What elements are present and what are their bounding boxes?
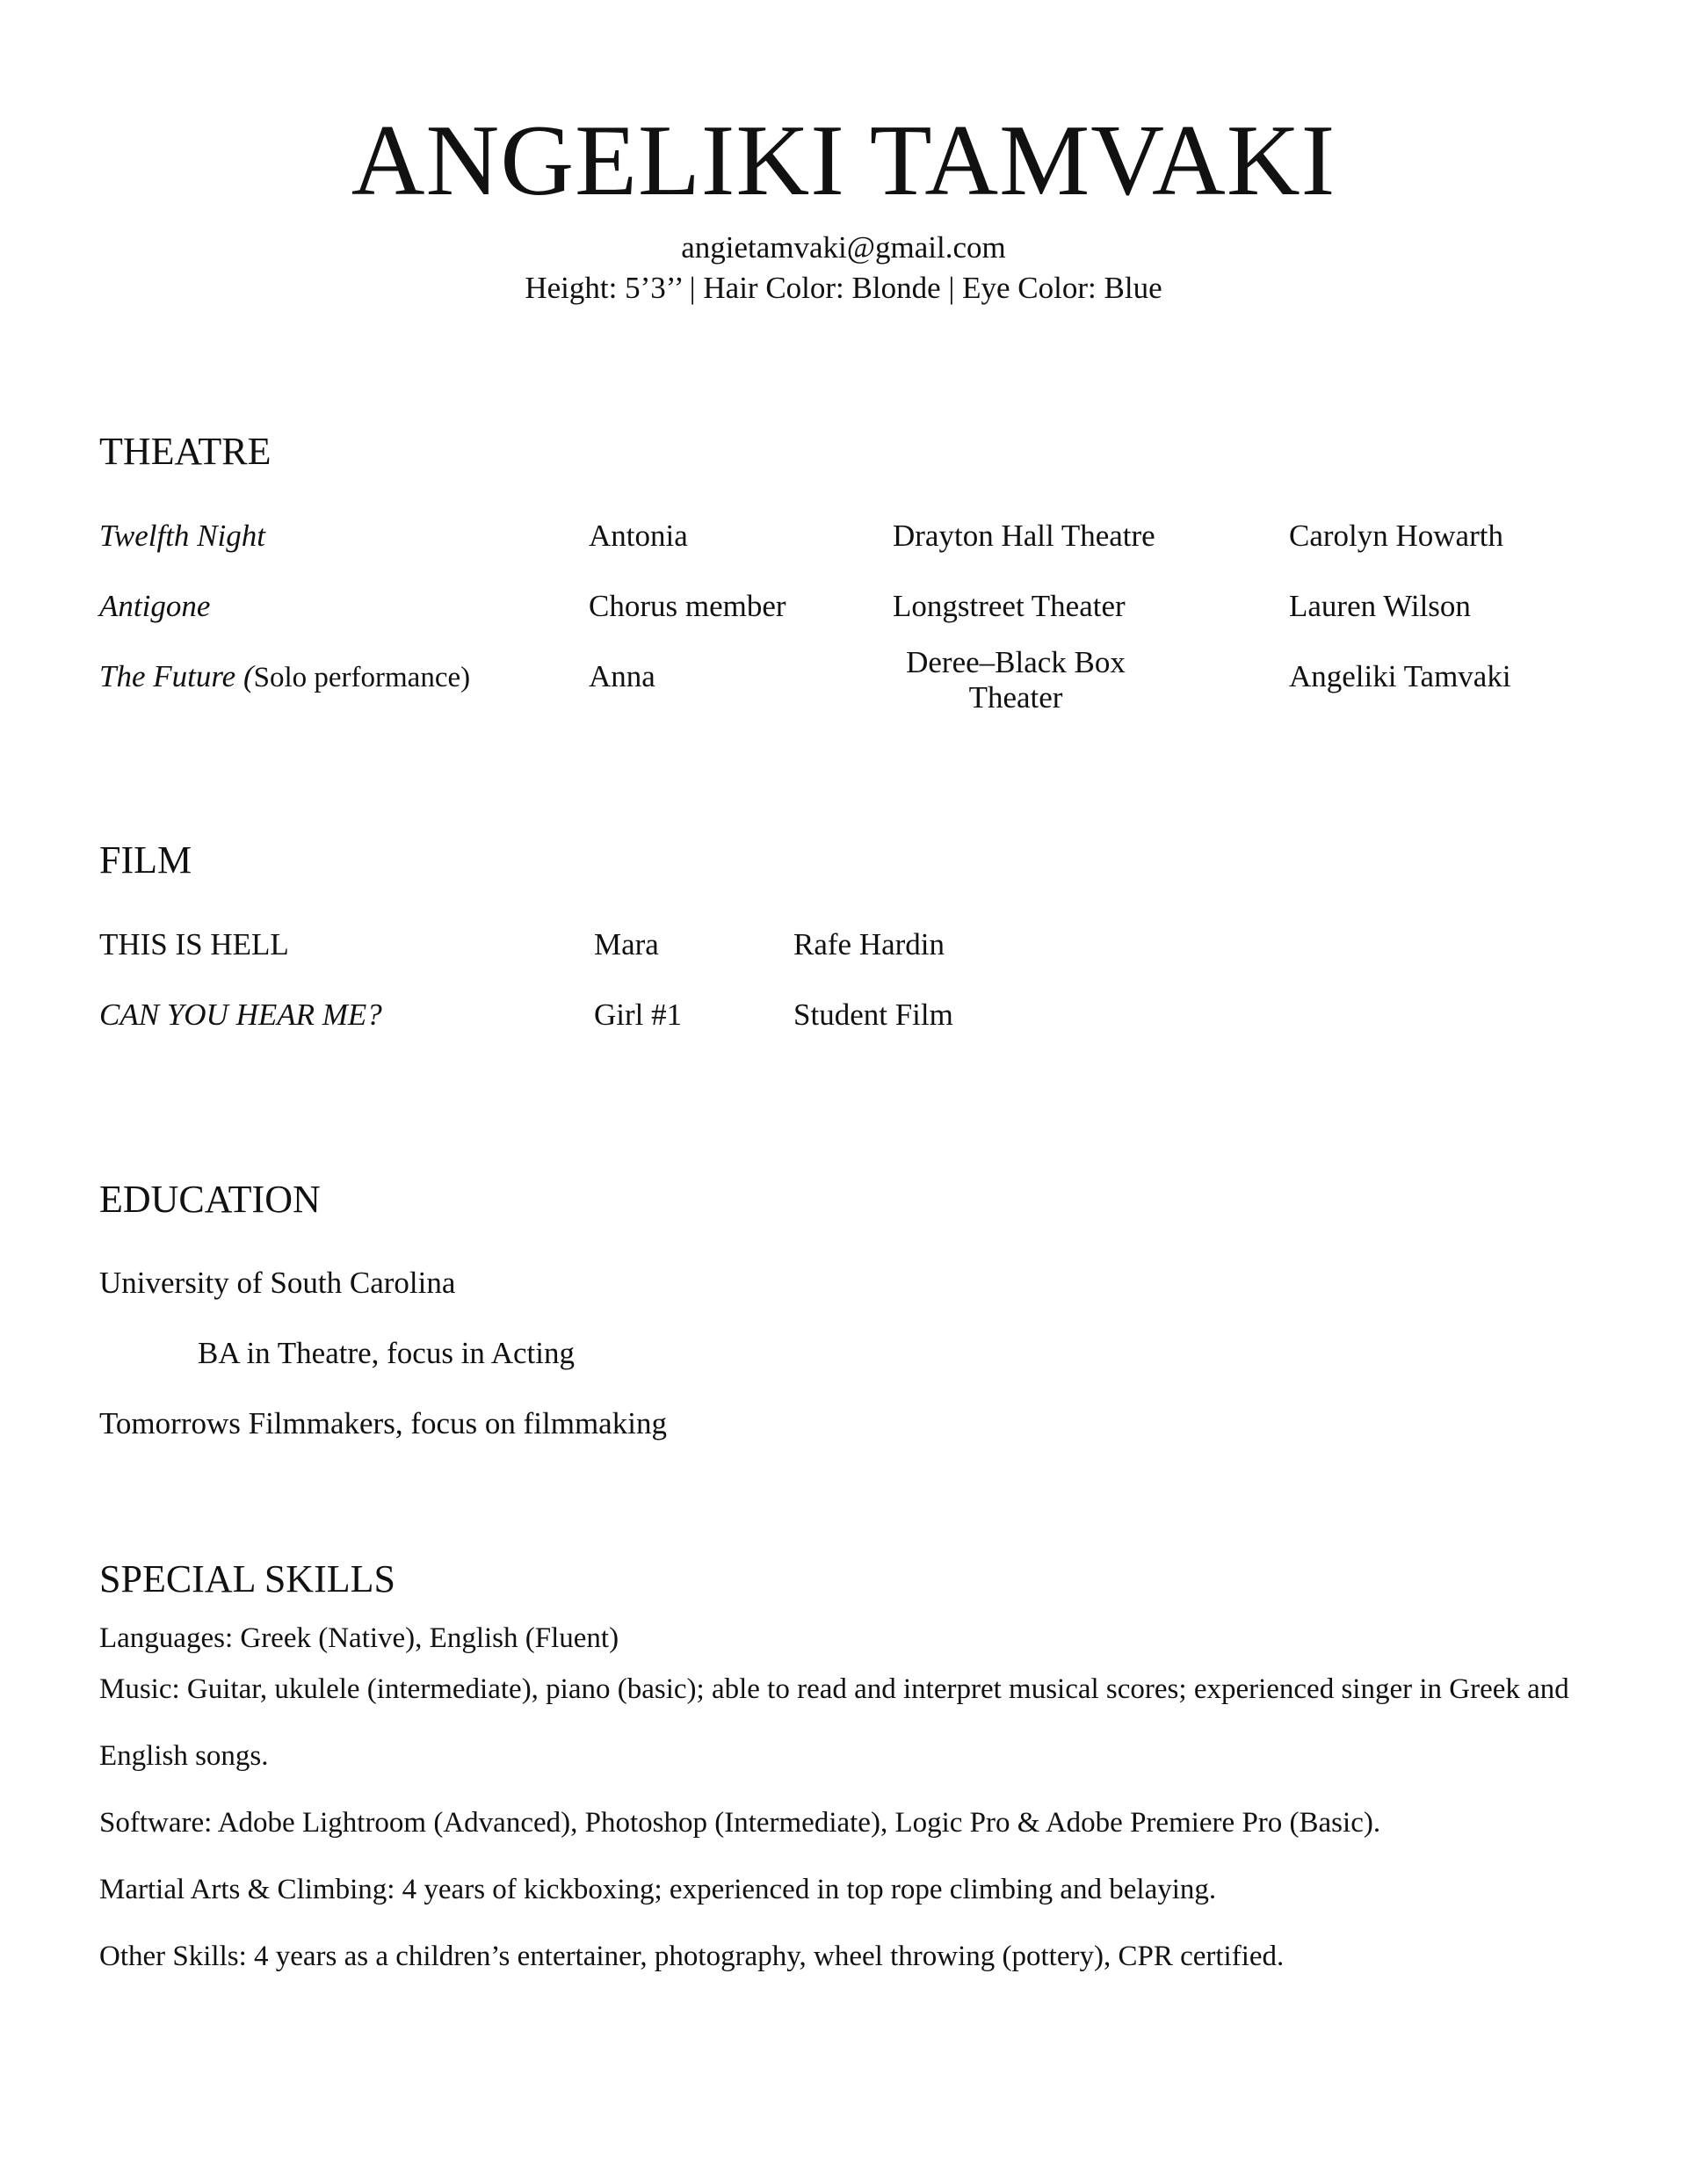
theatre-director: Angeliki Tamvaki bbox=[1289, 659, 1511, 693]
film-director: Student Film bbox=[793, 998, 953, 1032]
theatre-heading: THEATRE bbox=[99, 430, 272, 473]
education-school: University of South Carolina bbox=[99, 1266, 456, 1300]
education-degree: BA in Theatre, focus in Acting bbox=[198, 1336, 576, 1370]
film-title: THIS IS HELL bbox=[99, 927, 289, 961]
skills-music: Music: Guitar, ukulele (intermediate), piano (basic); able to read and interpret musical scores; experienced singer in Greek and bbox=[99, 1673, 1569, 1705]
skills-software: Software: Adobe Lightroom (Advanced), Photoshop (Intermediate), Logic Pro & Adobe Premiere Pro (Basic). bbox=[99, 1807, 1381, 1839]
film-heading: FILM bbox=[99, 838, 192, 882]
theatre-title-main: The Future ( bbox=[99, 659, 254, 693]
theatre-title-suffix: Solo performance) bbox=[253, 662, 471, 693]
skills-other: Other Skills: 4 years as a children’s entertainer, photography, wheel throwing (pottery), CPR certified. bbox=[99, 1941, 1285, 1972]
theatre-role: Antonia bbox=[589, 519, 688, 553]
theatre-title bbox=[99, 657, 470, 697]
theatre-director: Carolyn Howarth bbox=[1289, 519, 1503, 553]
education-program: Tomorrows Filmmakers, focus on filmmaking bbox=[99, 1406, 667, 1440]
theatre-title: Antigone bbox=[99, 589, 211, 623]
theatre-title: Twelfth Night bbox=[99, 519, 265, 553]
education-heading: EDUCATION bbox=[99, 1178, 321, 1221]
resume-name: ANGELIKI TAMVAKI bbox=[351, 105, 1336, 217]
theatre-role: Chorus member bbox=[589, 589, 786, 623]
theatre-role: Anna bbox=[589, 659, 655, 693]
skills-languages: Languages: Greek (Native), English (Fluent) bbox=[99, 1622, 619, 1654]
skills-music-continued: English songs. bbox=[99, 1740, 269, 1772]
film-director: Rafe Hardin bbox=[793, 927, 945, 961]
skills-martial-arts: Martial Arts & Climbing: 4 years of kickboxing; experienced in top rope climbing and belaying. bbox=[99, 1874, 1217, 1905]
film-role: Mara bbox=[594, 927, 659, 961]
theatre-venue: Drayton Hall Theatre bbox=[893, 519, 1155, 553]
contact-email: angietamvaki@gmail.com bbox=[681, 230, 1006, 265]
theatre-director: Lauren Wilson bbox=[1289, 589, 1471, 623]
film-title: CAN YOU HEAR ME? bbox=[99, 998, 382, 1032]
skills-heading: SPECIAL SKILLS bbox=[99, 1557, 395, 1600]
theatre-venue: Longstreet Theater bbox=[893, 589, 1126, 623]
contact-physical-stats: Height: 5’3’’ | Hair Color: Blonde | Eye Color: Blue bbox=[525, 271, 1162, 305]
film-role: Girl #1 bbox=[594, 998, 683, 1032]
theatre-venue: Deree–Black Box Theater bbox=[906, 645, 1126, 715]
